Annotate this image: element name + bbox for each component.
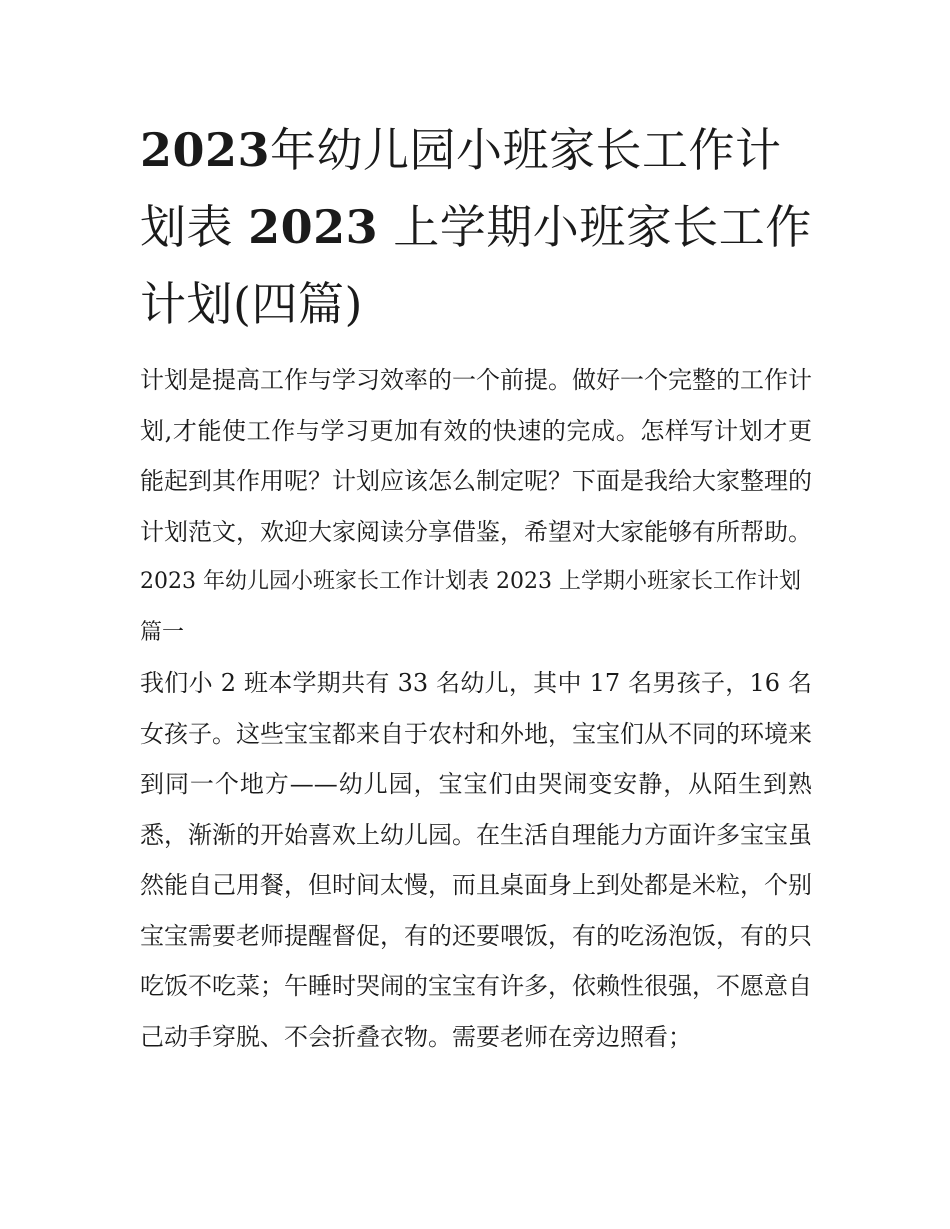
document-page <box>140 112 812 1062</box>
section-heading: 2023 年幼儿园小班家长工作计划表 2023 上学期小班家长工作计划篇一 <box>140 569 801 645</box>
title-text-part2: 上学期小班家长工作计划(四篇) <box>140 200 812 331</box>
title-year-2: 2023 <box>248 200 379 254</box>
intro-paragraph: 计划是提高工作与学习效率的一个前提。做好一个完整的工作计划,才能使工作与学习更加有效的快速的完成。怎样写计划才更能起到其作用呢？计划应该怎么制定呢？下面是我给大家整理的计划范文，欢迎大家阅读分享借鉴，希望对大家能够有所帮助。 <box>140 366 812 546</box>
body-paragraph: 我们小 2 班本学期共有 33 名幼儿，其中 17 名男孩子，16 名女孩子。这些宝宝都来自于农村和外地，宝宝们从不同的环境来到同一个地方——幼儿园，宝宝们由哭闹变安静，从陌生到熟悉，渐渐的开始喜欢上幼儿园。在生活自理能力方面许多宝宝虽然能自己用餐，但时间太慢，而且桌面身上到处都是米粒，个别宝宝需要老师提醒督促，有的还要喂饭，有的吃汤泡饭，有的只吃饭不吃菜；午睡时哭闹的宝宝有许多，依赖性很强，不愿意自己动手穿脱、不会折叠衣物。需要老师在旁边照看； <box>140 669 812 1051</box>
document-title <box>140 112 812 343</box>
title-text-part1: 年幼儿园小班家长工作计划表 <box>140 123 782 254</box>
title-year: 2023 <box>140 123 271 177</box>
